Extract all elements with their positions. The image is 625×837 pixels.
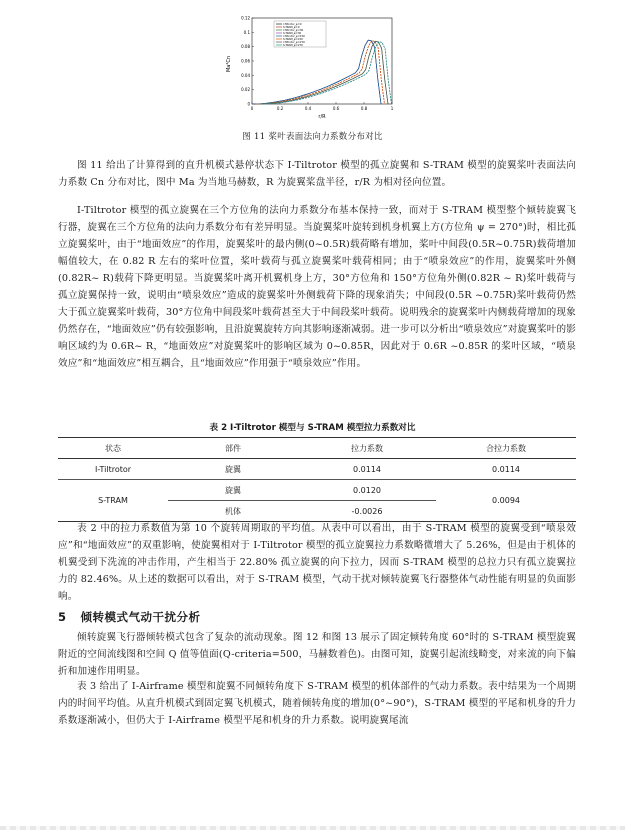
- cell-total: 0.0094: [436, 480, 576, 522]
- paragraph-3: 表 2 中的拉力系数值为第 10 个旋转周期取的平均值。从表中可以看出，由于 S-TRAM 模型的旋翼受到“喷泉效应”和“地面效应”的双重影响，使旋翼相对于 I-Tiltrotor 模型的孤立旋翼拉力系数略微增大了 5.26%，但是由于机体的机翼受到下洗流的冲击作用，产生相当于 22.80% 孤立旋翼的向下拉力，因而 S-TRAM 模型的总拉力只有孤立旋翼拉力的 82.46%。从上述的数据可以看出，对于 S-TRAM 模型，气动干扰对倾转旋翼飞行器整体气动性能有明显的负面影响。: [58, 523, 576, 602]
- table-header-row: [58, 438, 576, 459]
- y-tick-label: 0.06: [241, 58, 250, 64]
- cell-coef: 0.0114: [353, 464, 381, 474]
- cell-total: 0.0114: [492, 464, 520, 474]
- y-tick-label: 0: [247, 101, 250, 107]
- x-tick-label: 0.2: [276, 106, 284, 111]
- scan-edge: [0, 826, 625, 830]
- cell-part: 旋翼: [225, 464, 241, 474]
- header-part: 部件: [225, 443, 241, 453]
- plot-legend: [274, 21, 326, 47]
- y-tick-label: 0.1: [243, 29, 250, 35]
- header-state: 状态: [105, 443, 121, 453]
- normal-force-plot: [222, 14, 412, 122]
- paragraph-1: 图 11 给出了计算得到的直升机模式悬停状态下 I-Tiltrotor 模型的孤立旋翼和 S-TRAM 模型的旋翼桨叶表面法向力系数 Cn 分布对比，图中 Ma 为当地马赫数，R 为旋翼桨盘半径，r/R 为相对径向位置。: [58, 160, 576, 188]
- legend-entry: I-Tiltrotor_ψ=30: [283, 29, 304, 32]
- x-tick-label: 0.4: [304, 106, 312, 111]
- y-tick-label: 0.08: [241, 44, 250, 50]
- y-tick-label: 0.04: [241, 72, 250, 78]
- cell-state: S-TRAM: [58, 480, 168, 522]
- cell-part: 机体: [168, 501, 298, 522]
- legend-entry: S-TRAM_ψ=30: [283, 32, 302, 35]
- y-tick-label: 0.12: [241, 15, 250, 21]
- legend-entry: S-TRAM_ψ=270: [283, 44, 303, 47]
- table-caption: 表 2 I-Tiltrotor 模型与 S-TRAM 模型拉力系数对比: [209, 423, 416, 433]
- legend-entry: I-Tiltrotor_ψ=270: [283, 41, 305, 44]
- paragraph-2: I-Tiltrotor 模型的孤立旋翼在三个方位角的法向力系数分布基本保持一致，而对于 S-TRAM 模型整个倾转旋翼飞行器，旋翼在三个方位角的法向力系数分布有差异明显。当旋翼桨叶旋转到机身机翼上方(方位角 ψ = 270°)时，相比孤立旋翼桨叶，由于“地面效应”的作用，旋翼桨叶的最内侧(0~0.5R)载荷略有增加，桨叶中间段(0.5R~0.75R)载荷增加幅值较大，在 0.82 R 左右的桨叶位置，桨叶载荷与孤立旋翼桨叶载荷相同；由于“喷泉效应”的作用，旋翼桨叶外侧(0.82R~ R)载荷下降更明显。当旋翼桨叶离开机翼机身上方，30°方位角和 150°方位角外侧(0.82R ~ R)桨叶载荷与孤立旋翼保持一致，说明由“喷泉效应”造成的旋翼桨叶外侧载荷下降的现象消失；中间段(0.5R ~0.75R)桨叶载荷仍然大于孤立旋翼桨叶载荷，30°方位角中间段桨叶载荷甚至大于中间段桨叶载荷。说明残余的旋翼桨叶内侧载荷增加的现象仍然存在，“地面效应”仍有较强影响，且沿旋翼旋转方向其影响逐渐减弱。进一步可以分析出“喷泉效应”对旋翼桨叶的影响区域约为 0.6R~ R，“地面效应”对旋翼桨叶的影响区域为 0~0.85R，因此对于 0.6R ~0.85R 的桨叶区域，“喷泉效应”和“地面效应”相互耦合，且“地面效应”作用强于“喷泉效应”作用。: [58, 205, 576, 369]
- cell-coef: -0.0026: [298, 501, 436, 522]
- y-axis-label: Ma²Cn: [226, 55, 232, 73]
- cell-coef: 0.0120: [298, 480, 436, 501]
- x-tick-label: 0.6: [332, 106, 340, 111]
- x-tick-label: 0: [250, 106, 254, 111]
- header-coef: 拉力系数: [351, 443, 383, 453]
- legend-entry: S-TRAM_ψ=150: [283, 38, 303, 41]
- legend-entry: I-Tiltrotor_ψ=150: [283, 35, 305, 38]
- table-row: [58, 480, 576, 501]
- x-tick-label: 0.8: [360, 106, 368, 111]
- section-heading: [58, 609, 215, 625]
- legend-entry: I-Tiltrotor_ψ=0: [283, 23, 302, 26]
- legend-entry: S-TRAM_ψ=0: [283, 26, 300, 29]
- y-tick-label: 0.02: [241, 87, 250, 93]
- table-row: [58, 459, 576, 480]
- x-tick-label: 1: [390, 106, 394, 111]
- section-number: 5: [58, 610, 67, 624]
- cell-state: I-Tiltrotor: [94, 464, 132, 474]
- paragraph-5: 表 3 给出了 I-Airframe 模型和旋翼不同倾转角度下 S-TRAM 模型的机体部件的气动力系数。表中结果为一个周期内的时间平均值。从直升机模式到固定翼飞机模式，随着倾转角度的增加(0°~90°)，S-TRAM 模型的平尾和机身的升力系数逐渐减小，但仍大于 I-Airframe 模型平尾和机身的升力系数。说明旋翼尾流: [58, 681, 576, 726]
- cell-part: 旋翼: [168, 480, 298, 501]
- header-total: 合拉力系数: [486, 443, 526, 453]
- paragraph-4: 倾转旋翼飞行器倾转模式包含了复杂的流动现象。图 12 和图 13 展示了固定倾转角度 60°时的 S-TRAM 模型旋翼附近的空间流线图和空间 Q 值等值面(Q-criteria=500，马赫数着色)。由图可知，旋翼引起流线畸变，对来流的向下偏折和加速作用明显。: [58, 632, 576, 677]
- thrust-coefficient-table: [58, 437, 576, 522]
- figure-11: [222, 14, 412, 122]
- figure-caption: 图 11 桨叶表面法向力系数分布对比: [242, 132, 383, 142]
- x-axis-label: r/R: [318, 114, 326, 120]
- section-title: 倾转模式气动干扰分析: [80, 610, 201, 624]
